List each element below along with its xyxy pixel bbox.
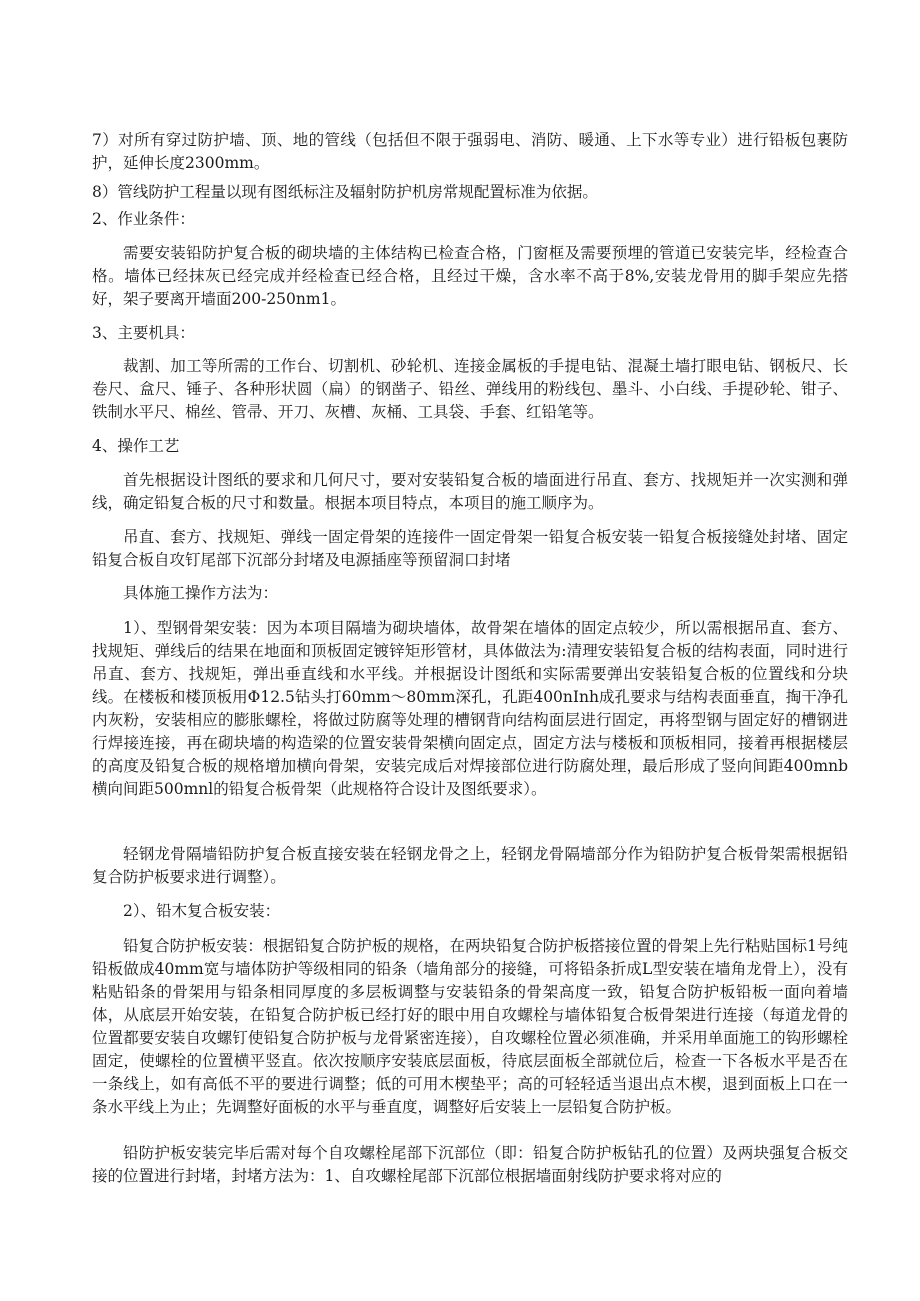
section-2-title: 2、作业条件：: [92, 210, 195, 228]
section-3-title: 3、主要机具：: [92, 324, 195, 342]
section-2-body: 需要安装铅防护复合板的砌块墙的主体结构已检查合格，门窗框及需要预埋的管道已安装完毕，经检查合格。墙体已经抹灰已经完成并经检查已经合格，且经过干燥，含水率不高于8%,安装龙骨用的脚手架应先搭好，架子要离开墙面200-250nm1。: [92, 244, 848, 308]
section-4-intro: 首先根据设计图纸的要求和几何尺寸，要对安装铅复合板的墙面进行吊直、套方、找规矩并一次实测和弹线，确定铅复合板的尺寸和数量。根据本项目特点，本项目的施工顺序为。: [92, 471, 848, 512]
lead-wood-board-title: 2）、铅木复合板安装：: [123, 902, 281, 920]
method-intro: 具体施工操作方法为：: [123, 584, 279, 602]
steel-frame-installation: 1）、型钢骨架安装：因为本项目隔墙为砌块墙体，故骨架在墙体的固定点较少，所以需根据吊直、套方、找规矩、弹线后的结果在地面和顶板固定镀锌矩形管材，具体做法为:清理安装铅复合板的结构表面，同时进行吊直、套方、找规矩，弹出垂直线和水平线。并根据设计图纸和实际需要弹出安装铅复合板的位置线和分块线。在楼板和楼顶板用Φ12.5钻头打60mm～80mm深孔，孔距400nInh成孔要求与结构表面垂直，掏干净孔内灰粉，安装相应的膨胀螺栓，将做过防腐等处理的槽钢背向结构面层进行固定，再将型钢与固定好的槽钢进行焊接连接，再在砌块墙的构造梁的位置安装骨架横向固定点，固定方法与楼板和顶板相同，接着再根据楼层的高度及铅复合板的规格增加横向骨架，安装完成后对焊接部位进行防腐处理，最后形成了竖向间距400mnb横向间距500mnl的铅复合板骨架（此规格符合设计及图纸要求）。: [92, 619, 848, 798]
lead-board-installation: 铅复合防护板安装：根据铅复合防护板的规格，在两块铅复合防护板搭接位置的骨架上先行粘贴国标1号纯铅板做成40mm宽与墙体防护等级相同的铅条（墙角部分的接缝，可将铅条折成L型安装在墙角龙骨上），没有粘贴铅条的骨架用与铅条相同厚度的多层板调整与安装铅条的骨架高度一致，铅复合防护板铅板一面向着墙体，从底层开始安装，在铅复合防护板已经打好的眼中用自攻螺栓与墙体铅复合板骨架进行连接（每道龙骨的位置都要安装自攻螺钉使铅复合防护板与龙骨紧密连接），自攻螺栓位置必须准确，并采用单面施工的钩形螺栓固定，使螺栓的位置横平竖直。依次按顺序安装底层面板，待底层面板全部就位后，检查一下各板水平是否在一条线上，如有高低不平的要进行调整；低的可用木楔垫平；高的可轻轻适当退出点木楔，退到面板上口在一条水平线上为止；先调整好面板的水平与垂直度，调整好后安装上一层铅复合防护板。: [92, 937, 848, 1116]
item-7: 7）对所有穿过防护墙、顶、地的管线（包括但不限于强弱电、消防、暖通、上下水等专业）进行铅板包裹防护，延伸长度2300mm。: [92, 131, 848, 172]
section-4-title: 4、操作工艺: [92, 437, 180, 455]
light-steel-keel-note: 轻钢龙骨隔墙铅防护复合板直接安装在轻钢龙骨之上，轻钢龙骨隔墙部分作为铅防护复合板骨架需根据铅复合防护板要求进行调整）。: [92, 845, 848, 886]
section-3-body: 裁割、加工等所需的工作台、切割机、砂轮机、连接金属板的手提电钻、混凝土墙打眼电钻、钢板尺、长卷尺、盒尺、锤子、各种形状圆（扁）的钢凿子、铅丝、弹线用的粉线包、墨斗、小白线、手提砂轮、钳子、铁制水平尺、棉丝、管帚、开刀、灰槽、灰桶、工具袋、手套、红铅笔等。: [92, 357, 848, 421]
item-8: 8）管线防护工程量以现有图纸标注及辐射防护机房常规配置标准为依据。: [92, 183, 598, 201]
construction-sequence: 吊直、套方、找规矩、弹线一固定骨架的连接件一固定骨架一铅复合板安装一铅复合板接缝处封堵、固定铅复合板自攻钉尾部下沉部分封堵及电源插座等预留洞口封堵: [92, 528, 848, 569]
sealing-method: 铅防护板安装完毕后需对每个自攻螺栓尾部下沉部位（即：铅复合防护板钻孔的位置）及两块强复合板交接的位置进行封堵，封堵方法为：1、自攻螺栓尾部下沉部位根据墙面射线防护要求将对应的: [92, 1144, 848, 1185]
